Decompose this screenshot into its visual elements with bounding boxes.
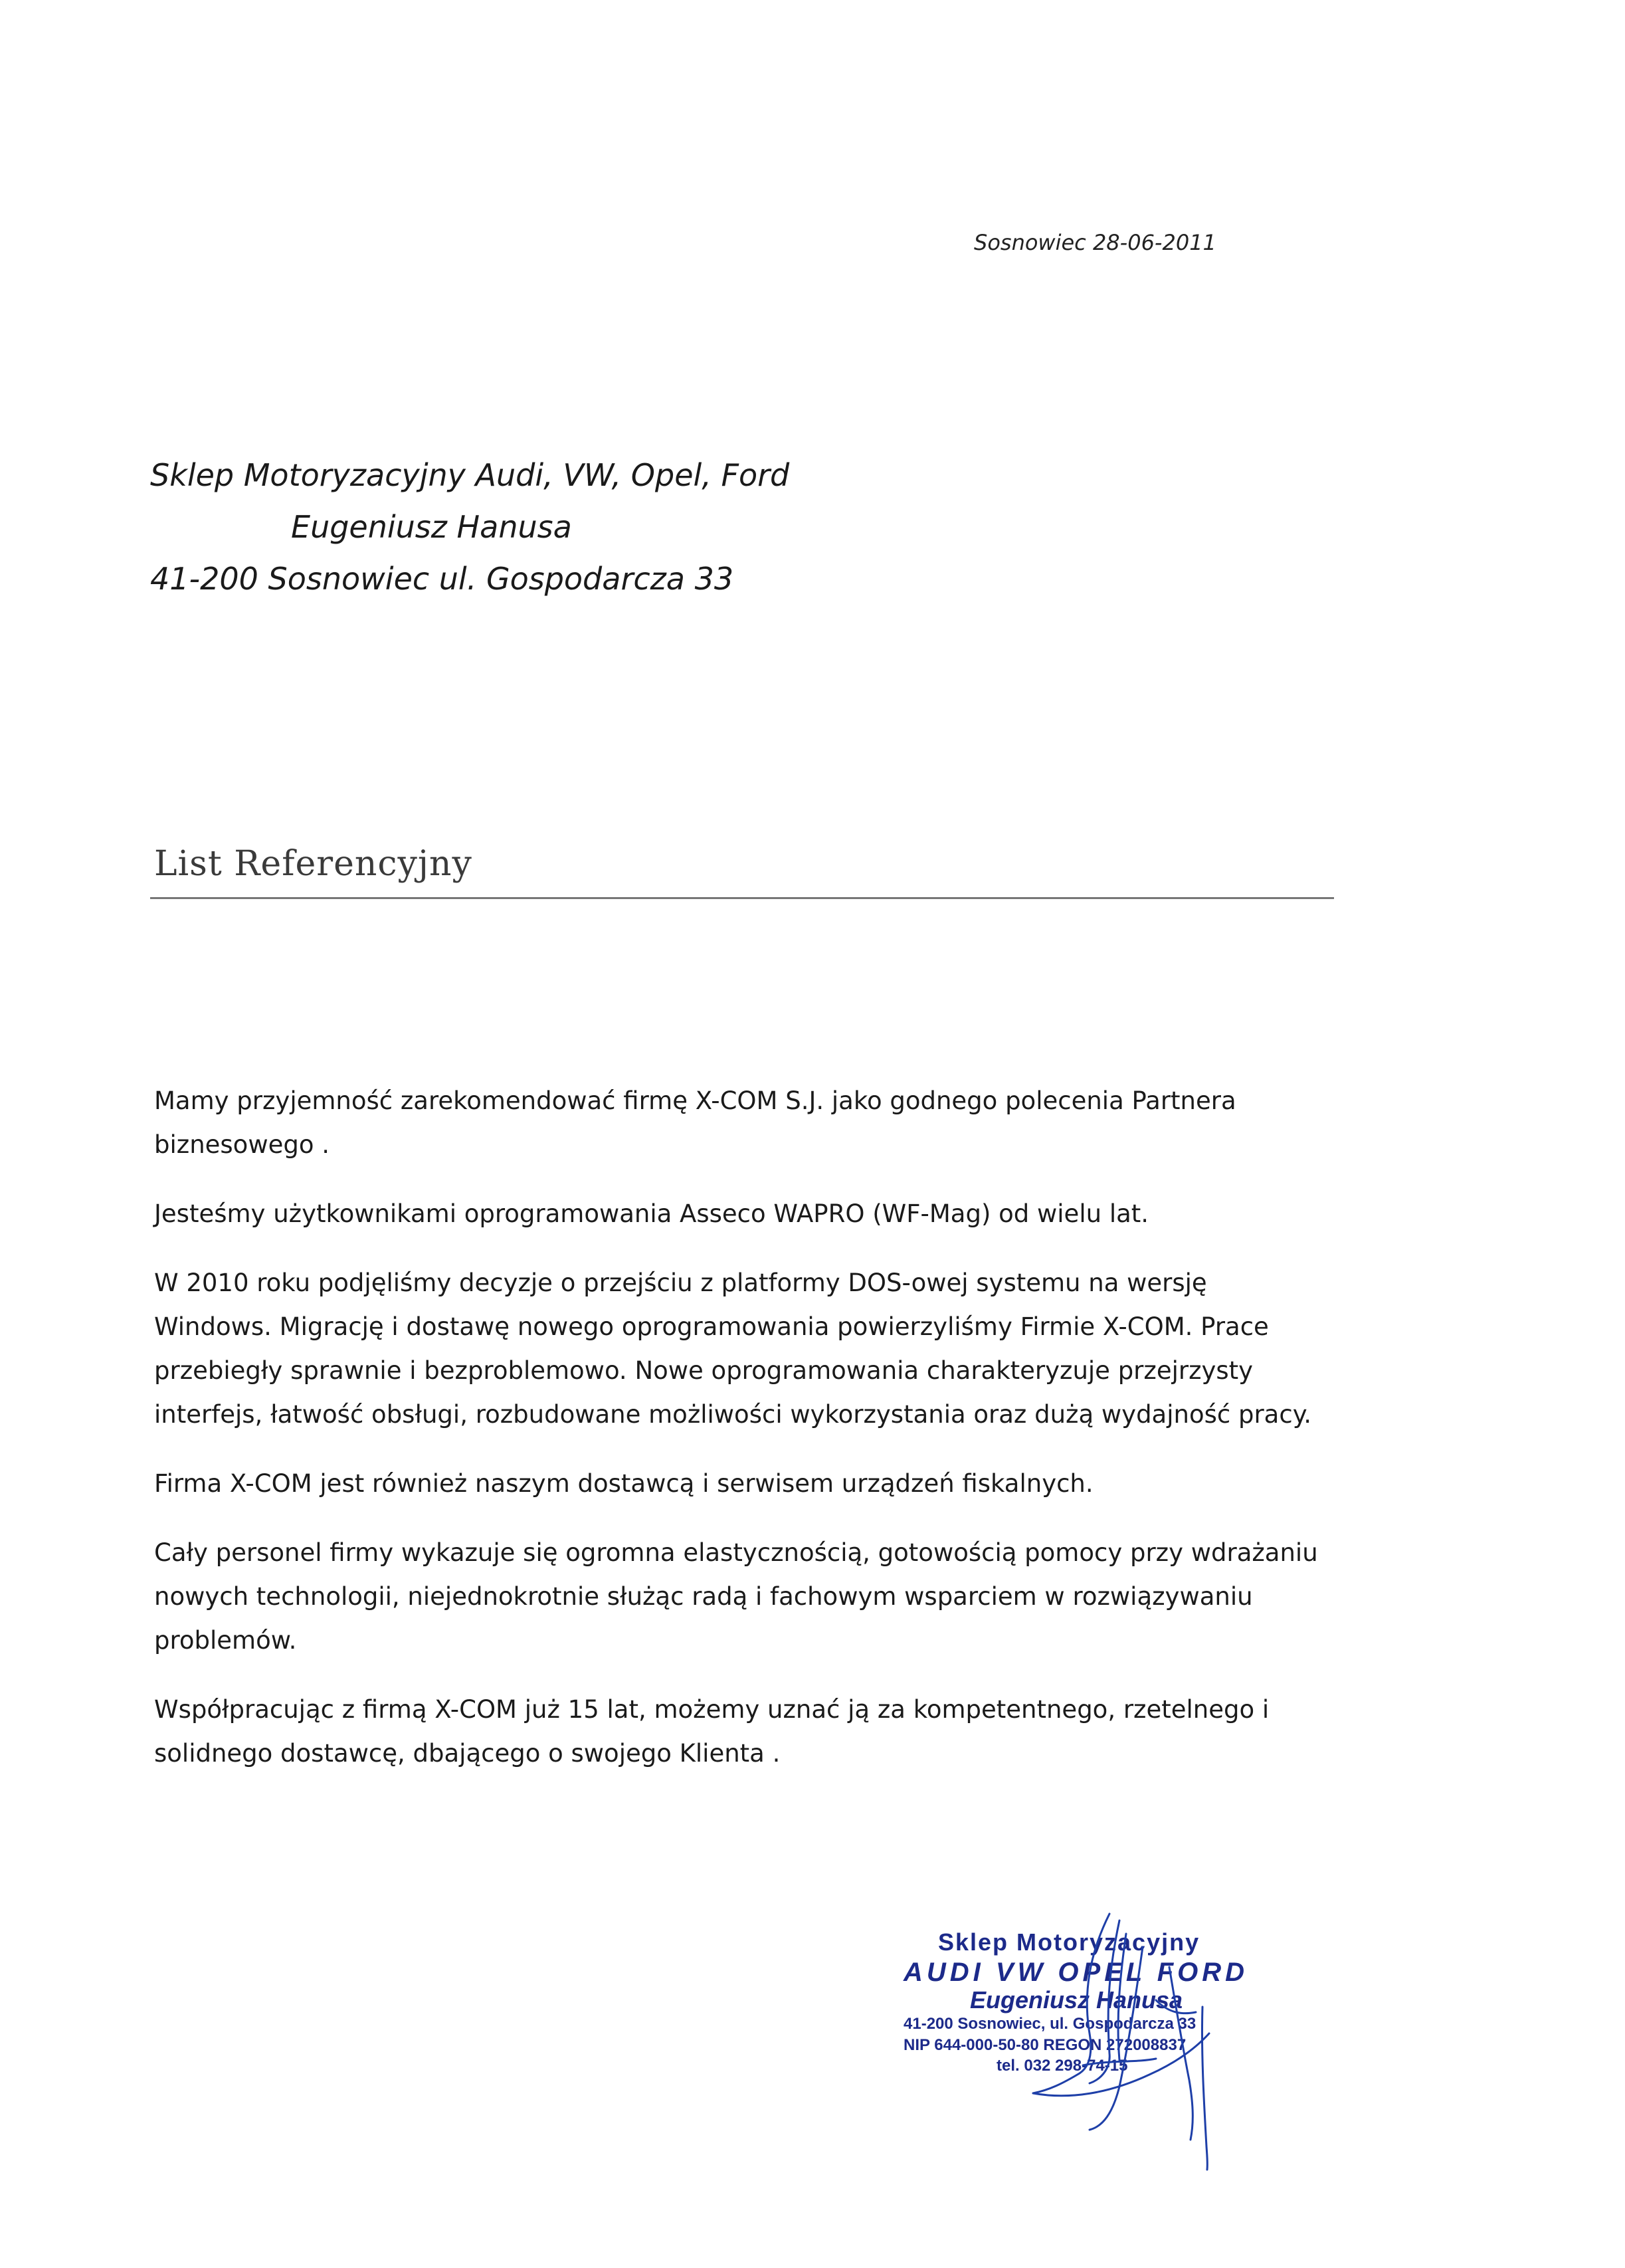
stamp-line: Eugeniusz Hanusa <box>970 1986 1183 2013</box>
body-paragraph: Współpracując z firmą X-COM już 15 lat, możemy uznać ją za kompetentnego, rzetelnego i solidnego dostawcę, dbającego o swojego Klienta . <box>154 1695 1270 1768</box>
handwritten-signature <box>890 1901 1289 2180</box>
stamp-line: NIP 644-000-50-80 REGON 272008837 <box>904 2036 1187 2054</box>
recipient-address <box>150 449 789 605</box>
body-paragraph: Mamy przyjemność zarekomendować firmę X-COM S.J. jako godnego polecenia Partnera biznesowego . <box>154 1086 1236 1159</box>
date-line: Sosnowiec 28-06-2011 <box>974 230 1216 255</box>
body-paragraph: Jesteśmy użytkownikami oprogramowania Asseco WAPRO (WF-Mag) od wielu lat. <box>154 1199 1149 1228</box>
recipient-name: Eugeniusz Hanusa <box>291 509 572 545</box>
stamp-line: AUDI VW OPEL FORD <box>904 1958 1249 1987</box>
letter-body <box>154 1079 1323 1801</box>
stamp-line: 41-200 Sosnowiec, ul. Gospodarcza 33 <box>904 2015 1196 2033</box>
body-paragraph: Cały personel firmy wykazuje się ogromna elastycznością, gotowością pomocy przy wdrażaniu nowych technologii, niejednokrotnie służąc radą i fachowym wsparciem w rozwiązywaniu problemów. <box>154 1538 1318 1655</box>
recipient-street: 41-200 Sosnowiec ul. Gospodarcza 33 <box>150 561 734 597</box>
body-paragraph: Firma X-COM jest również naszym dostawcą i serwisem urządzeń fiskalnych. <box>154 1469 1094 1498</box>
stamp-line: tel. 032 298-74-15 <box>997 2057 1128 2075</box>
title-divider <box>150 897 1334 899</box>
body-paragraph: W 2010 roku podjęliśmy decyzje o przejściu z platformy DOS-owej systemu na wersję Windows. Migrację i dostawę nowego oprogramowania powierzyliśmy Firmie X-COM. Prace przebiegły sprawnie i bezproblemowo. Nowe oprogramowania charakteryzuje przejrzysty interfejs, łatwość obsługi, rozbudowane możliwości wykorzystania oraz dużą wydajność pracy. <box>154 1269 1312 1429</box>
recipient-company: Sklep Motoryzacyjny Audi, VW, Opel, Ford <box>150 457 790 493</box>
letter-title: List Referencyjny <box>154 844 472 884</box>
stamp-line: Sklep Motoryzacyjny <box>938 1928 1200 1956</box>
company-stamp-and-signature <box>890 1901 1289 2180</box>
